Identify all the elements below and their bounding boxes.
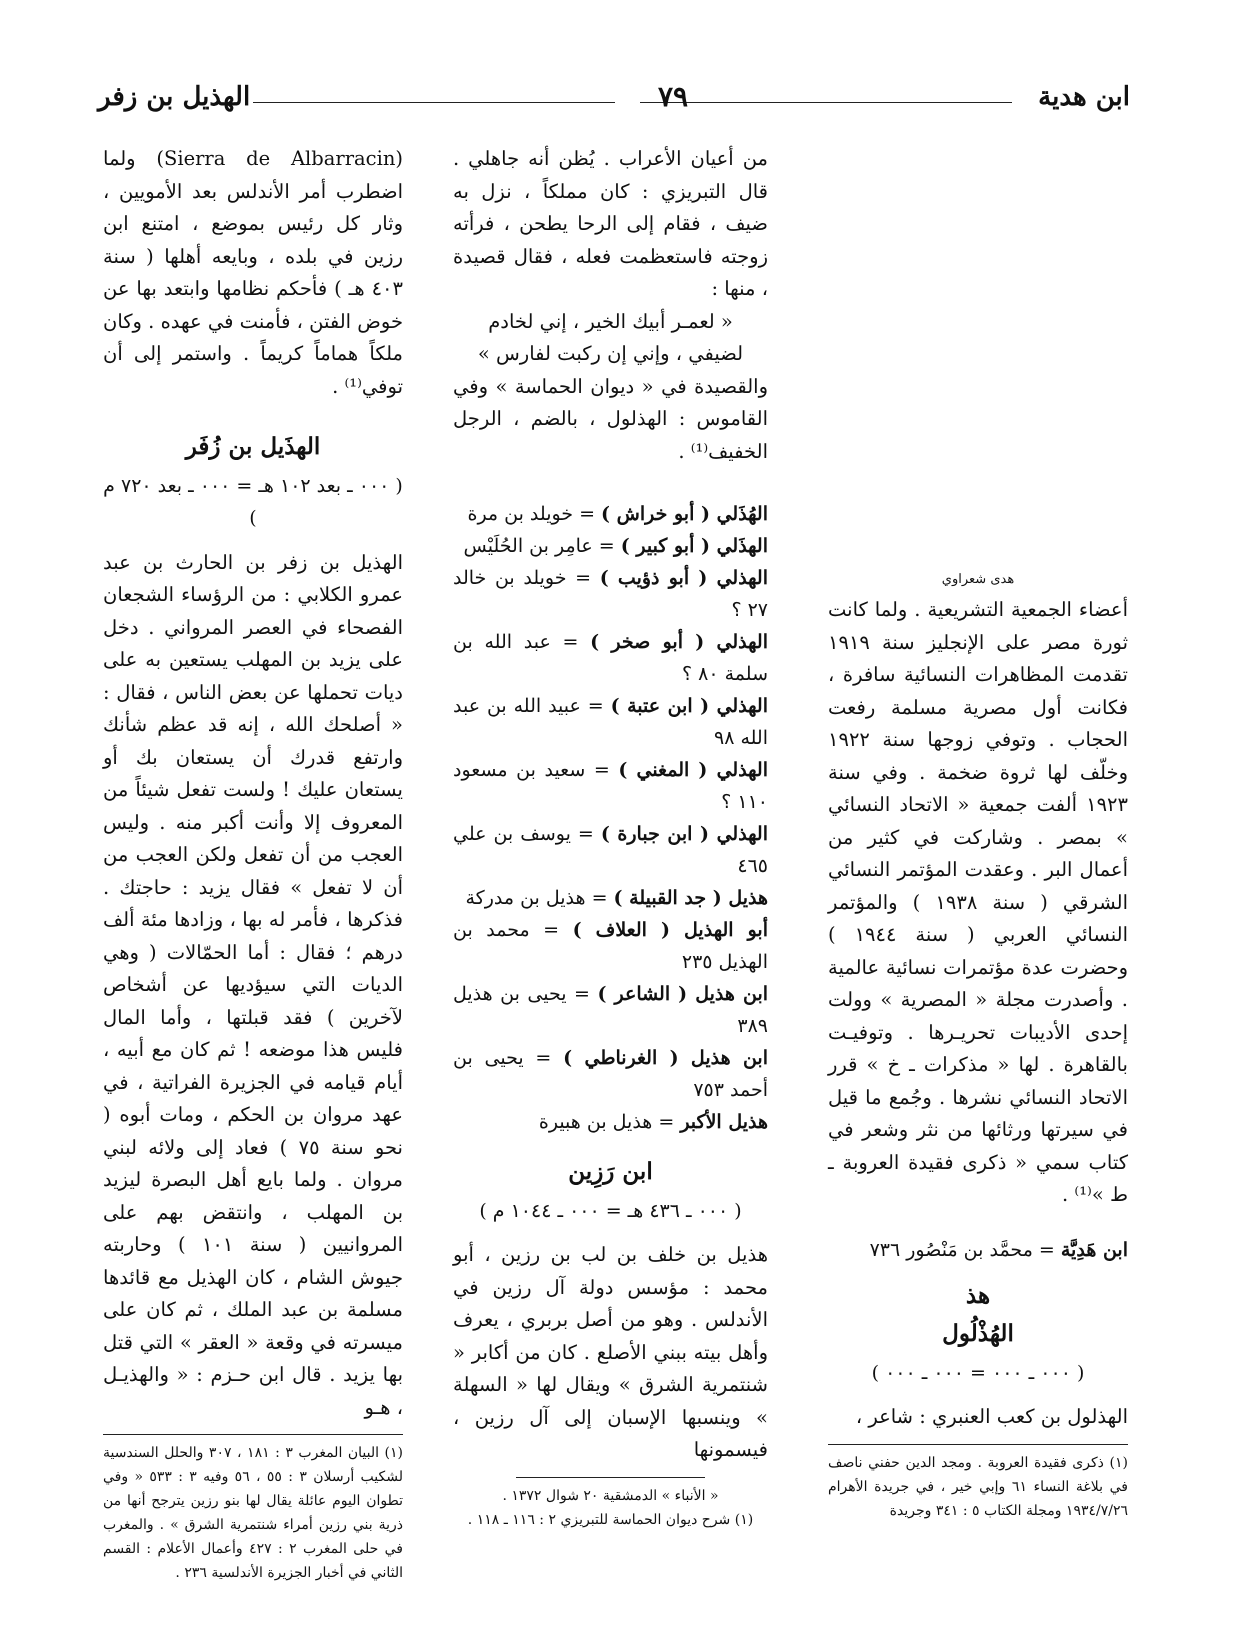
footnote: (١) ذكرى فقيدة العروبة . ومجد الدين حفني ناصف في بلاغة النساء ٦١ وإبي خير ، في جريدة الأهرام ١٩٣٤/٧/٢٦ ومجلة الكتاب ٥ : ٣٤١ وجريدة	[828, 1454, 1128, 1519]
entry-dates-hudhayl: ( ٠٠٠ ـ بعد ١٠٢ هـ = ٠٠٠ ـ بعد ٧٢٠ م )	[103, 474, 403, 529]
xref-target: = محمَّد بن مَنْصُور ٧٣٦	[869, 1238, 1061, 1261]
xref-headword: ابن هَدِيَّة	[1060, 1238, 1128, 1261]
footnote-rule	[103, 1434, 403, 1435]
footnote-continued: « الأنباء » الدمشقية ٢٠ شوال ١٣٧٢ .	[502, 1487, 719, 1504]
photo-caption: هدى شعراوي	[941, 572, 1015, 587]
cross-reference: هذيل الأكبر = هذيل بن هبيرة	[538, 1111, 768, 1133]
entry-body-hoda: أعضاء الجمعية التشريعية . ولما كانت ثورة مصر على الإنجليز سنة ١٩١٩ تقدمت المظاهرات النسائية سافرة ، فكانت أول مصرية مسلمة رفعت الحجاب . وتوفي زوجها سنة ١٩٢٢ وخلّف لها ثروة ضخمة . وفي سنة ١٩٢٣ ألفت جمعية « الاتحاد النسائي » بمصر . وشاركت في كثير من أعمال البر . وعقدت المؤتمر النسائي الشرقي ( سنة ١٩٣٨ ) والمؤتمر النسائي العربي ( سنة ١٩٤٤ ) وحضرت عدة مؤتمرات نسائية عالمية . وأصدرت مجلة « المصرية » وولت إحدى الأديبات تحريـرها . وتوفيـت بالقاهرة . لها « مذكرات ـ خ » قرر الاتحاد النسائي نشرها . وجُمع ما قيل في سيرتها ورثائها من نثر وشعر في كتاب سمي « ذكرى فقيدة العروبة ـ ط »⁽¹⁾ .	[828, 598, 1129, 1206]
cross-reference	[828, 1234, 1128, 1266]
running-head-right: ابن هدية	[1038, 82, 1130, 112]
footnote-rule	[516, 1477, 705, 1478]
entry-body-hadhlul-cont: من أعيان الأعراب . يُظن أنه جاهلي . قال التبريزي : كان مملكاً ، نزل به ضيف ، فقام إلى الرحا يطحن ، فرأته زوجته فاستعظمت فعله ، فقال قصيدة ، منها :	[453, 147, 768, 300]
cross-reference: الهذلي ( ابن عتبة ) = عبيد الله بن عبد الله ٩٨	[453, 695, 768, 749]
cross-reference: الهذلي ( أبو ذؤيب ) = خويلد بن خالد ٢٧ ؟	[453, 567, 768, 621]
entry-body-ibn-razin-cont: (Sierra de Albarracin) ولما اضطرب أمر الأندلس بعد الأمويين ، وثار كل رئيس بموضع ، امتنع ابن رزين في بلده ، وبايعه أهلها ( سنة ٤٠٣ هـ ) فأحكم نظامها وابتعد بها عن خوض الفتن ، فأمنت في عهده . وكان ملكاً هماماً كريماً . واستمر إلى أن توفي⁽¹⁾ .	[103, 147, 403, 398]
entry-dates-hadhlul: ( ٠٠٠ ـ ٠٠٠ = ٠٠٠ ـ ٠٠٠ )	[871, 1361, 1085, 1384]
cross-reference: الهذَلي ( أبو كبير ) = عامِر بن الحُلَيْس	[463, 535, 768, 557]
cross-reference: ابن هذيل ( الغرناطي ) = يحيى بن أحمد ٧٥٣	[453, 1047, 768, 1101]
cross-reference: الهذلي ( أبو صخر ) = عبد الله بن سلمة ٨٠ ؟	[453, 631, 768, 685]
cross-reference: هذيل ( جد القبيلة ) = هذيل بن مدركة	[465, 887, 768, 909]
header-rule-right	[640, 102, 1012, 103]
footnote-rule	[828, 1444, 1128, 1445]
entry-title-ibn-razin: ابن رَزِين	[568, 1158, 653, 1185]
section-letters: هذ	[965, 1281, 991, 1309]
cross-reference: ابن هذيل ( الشاعر ) = يحيى بن هذيل ٣٨٩	[453, 983, 769, 1037]
entry-body-hudhayl: الهذيل بن زفر بن الحارث بن عبد عمرو الكلابي : من الرؤساء الشجعان الفصحاء في العصر المرواني . دخل على يزيد بن المهلب يستعين به على ديات تحملها عن بعض الناس ، فقال : « أصلحك الله ، إنه قد عظم شأنك وارتفع قدرك أن يستعان بك أو يستعان عليك ! ولست تفعل شيئاً من المعروف إلا وأنت أكبر منه . وليس العجب من أن تفعل ولكن العجب من أن لا تفعل » فقال يزيد : حاجتك . فذكرها ، فأمر له بها ، وزادها مئة ألف درهم ؛ فقال : أما الحمّالات ( وهي الديات التي سيؤديها عن أشخاص لآخرين ) فقد قبلتها ، وأما المال فليس هذا موضعه ! ثم كان مع أبيه ، أيام قيامه في الجزيرة الفراتية ، في عهد مروان بن الحكم ، ومات أبوه ( نحو سنة ٧٥ ) فعاد إلى ولائه لبني مروان . ولما بايع أهل البصرة ليزيد بن المهلب ، وانتقض بهم على المروانيين ( سنة ١٠١ ) وحاربته جيوش الشام ، كان الهذيل مع قائدها مسلمة بن عبد الملك ، ثم كان على ميسرته في وقعة « العقر » التي قتل بها يزيد . قال ابن حـزم : « والهذيـل ، هـو	[103, 550, 403, 1419]
cross-reference: الهُذَلي ( أبو خراش ) = خويلد بن مرة	[467, 503, 768, 525]
verse-line-2: لضيفي ، وإني إن ركبت لفارس »	[477, 342, 744, 365]
page-header	[98, 78, 1130, 122]
page-number: ٧٩	[658, 80, 689, 113]
entry-dates-ibn-razin: ( ٠٠٠ ـ ٤٣٦ هـ = ٠٠٠ ـ ١٠٤٤ م )	[479, 1199, 742, 1222]
footnote: (١) البيان المغرب ٣ : ١٨١ ، ٣٠٧ والحلل السندسية لشكيب أرسلان ٣ : ٥٥ ، ٥٦ وفيه ٣ : ٥٣٣ « وفي تطوان اليوم عائلة يقال لها بنو رزين يترجح أنها من ذرية بني رزين أمراء شنتمرية الشرق » . والمغرب في حلى المغرب ٢ : ٤٢٧ وأعمال الأعلام : القسم الثاني في أخبار الجزيرة الأندلسية ٢٣٦ .	[103, 1445, 403, 1581]
entry-title-hadhlul: الهُذْلُول	[942, 1320, 1014, 1347]
footnote: (١) شرح ديوان الحماسة للتبريزي ٢ : ١١٦ ـ ١١٨ .	[467, 1511, 754, 1528]
column-middle	[453, 143, 768, 1532]
cross-reference: الهذلي ( المغني ) = سعيد بن مسعود ١١٠ ؟	[453, 759, 768, 813]
header-rule-left	[253, 102, 615, 103]
running-head-left: الهذيل بن زفر	[98, 82, 251, 112]
cross-reference: الهذلي ( ابن جبارة ) = يوسف بن علي ٤٦٥	[453, 823, 768, 877]
entry-title-hudhayl: الهذَيل بن زُفَر	[185, 433, 321, 460]
entry-body-hadhlul-end: والقصيدة في « ديوان الحماسة » وفي القاموس : الهذلول ، بالضم ، الرجل الخفيف⁽¹⁾ .	[453, 374, 768, 463]
cross-reference: أبو الهذيل ( العلاف ) = محمد بن الهذيل ٢٣٥	[453, 919, 768, 973]
column-left	[103, 143, 403, 1585]
verse-line-1: « لعمـر أبيك الخير ، إني لخادم	[488, 309, 733, 333]
column-right	[828, 143, 1128, 1523]
entry-body-ibn-razin: هذيل بن خلف بن لب بن رزين ، أبو محمد : مؤسس دولة آل رزين في الأندلس . وهو من أصل بربري ، يعرف وأهل بيته ببني الأصلع . كان من أكابر « شنتمرية الشرق » ويقال لها « السهلة » وينسبها الإسبان إلى آل رزين ، فيسمونها	[453, 1243, 768, 1461]
photo-area	[828, 143, 1128, 568]
entry-body-hadhlul: الهذلول بن كعب العنبري : شاعر ،	[855, 1405, 1128, 1428]
